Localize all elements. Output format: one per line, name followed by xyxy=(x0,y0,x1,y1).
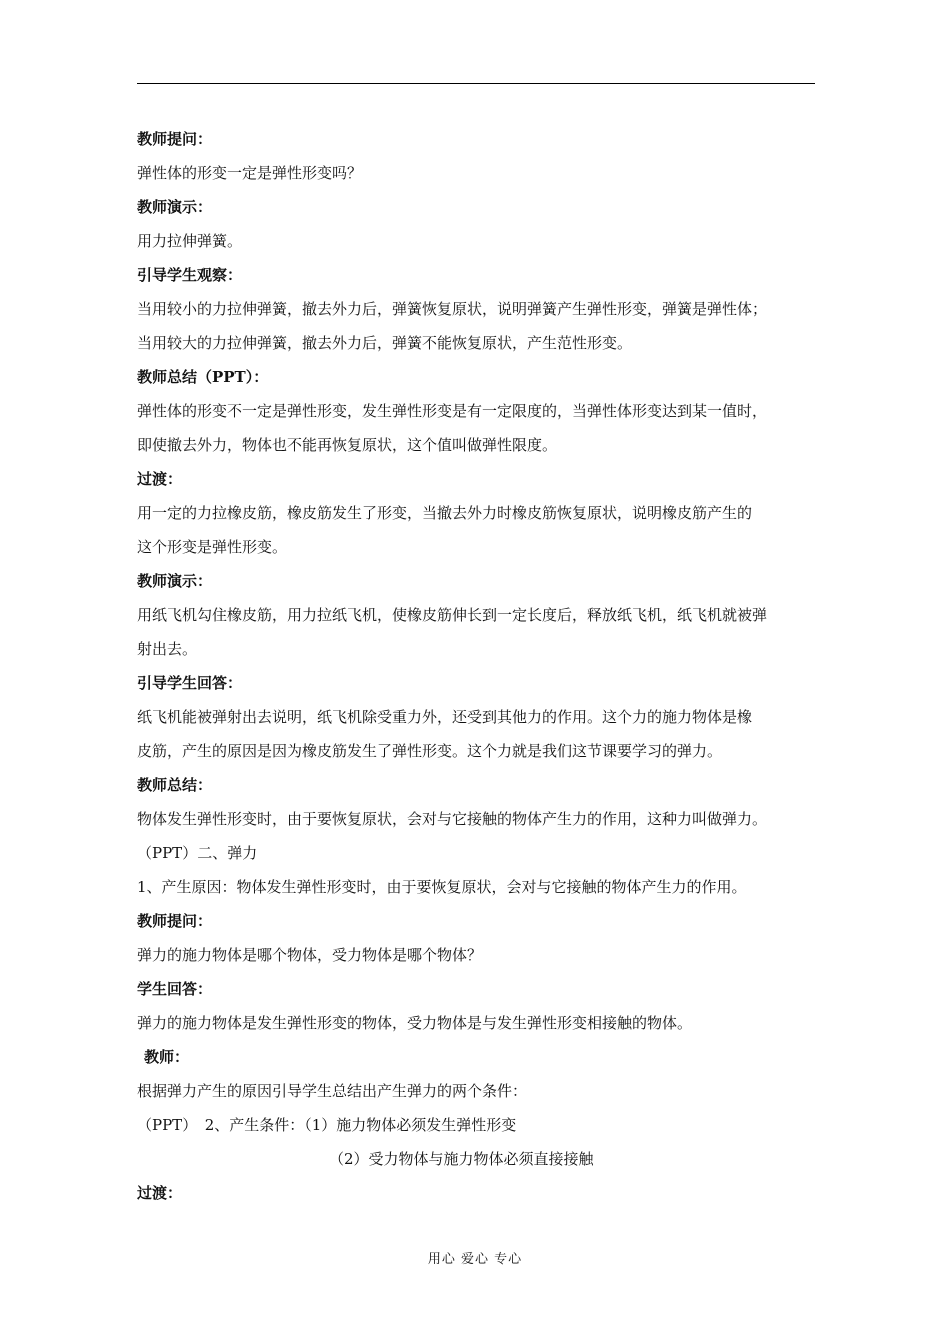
heading-transition: 过渡： xyxy=(137,470,183,488)
paragraph-line: 射出去。 xyxy=(137,640,198,658)
paragraph-line: 这个形变是弹性形变。 xyxy=(137,538,288,556)
paragraph-line: 用一定的力拉橡皮筋，橡皮筋发生了形变，当撤去外力时橡皮筋恢复原状，说明橡皮筋产生的 xyxy=(137,504,753,522)
heading-teacher-summary: 教师总结： xyxy=(137,776,213,794)
paragraph-line: 弹力的施力物体是哪个物体，受力物体是哪个物体？ xyxy=(137,946,483,964)
heading-teacher-question: 教师提问： xyxy=(137,130,213,148)
heading-teacher-summary-ppt: 教师总结（PPT）： xyxy=(137,368,269,386)
paragraph-line: 1、产生原因：物体发生弹性形变时，由于要恢复原状，会对与它接触的物体产生力的作用。 xyxy=(137,878,747,896)
paragraph-line: 当用较小的力拉伸弹簧，撤去外力后，弹簧恢复原状，说明弹簧产生弹性形变，弹簧是弹性体； xyxy=(137,300,768,318)
document-body xyxy=(137,122,827,1210)
heading-teacher-demo: 教师演示： xyxy=(137,572,213,590)
paragraph-line: 皮筋，产生的原因是因为橡皮筋发生了弹性形变。这个力就是我们这节课要学习的弹力。 xyxy=(137,742,723,760)
heading-transition: 过渡： xyxy=(137,1184,183,1202)
paragraph-line: 物体发生弹性形变时，由于要恢复原状，会对与它接触的物体产生力的作用，这种力叫做弹力。 xyxy=(137,810,768,828)
heading-guide-answer: 引导学生回答： xyxy=(137,674,243,692)
condition-line-2: （2）受力物体与施力物体必须直接接触 xyxy=(329,1150,594,1168)
page-footer: 用心 爱心 专心 xyxy=(427,1252,523,1267)
paragraph-line: 弹性体的形变一定是弹性形变吗？ xyxy=(137,164,363,182)
paragraph-line: 当用较大的力拉伸弹簧，撤去外力后，弹簧不能恢复原状，产生范性形变。 xyxy=(137,334,633,352)
paragraph-line: 即使撤去外力，物体也不能再恢复原状，这个值叫做弹性限度。 xyxy=(137,436,558,454)
paragraph-line: 根据弹力产生的原因引导学生总结出产生弹力的两个条件： xyxy=(137,1082,528,1100)
heading-teacher-demo: 教师演示： xyxy=(137,198,213,216)
heading-teacher: 教师： xyxy=(144,1048,190,1066)
paragraph-line: 弹性体的形变不一定是弹性形变，发生弹性形变是有一定限度的，当弹性体形变达到某一值时， xyxy=(137,402,768,420)
paragraph-line: 用纸飞机勾住橡皮筋，用力拉纸飞机，使橡皮筋伸长到一定长度后，释放纸飞机，纸飞机就被弹 xyxy=(137,606,768,624)
heading-teacher-question: 教师提问： xyxy=(137,912,213,930)
paragraph-line: 用力拉伸弹簧。 xyxy=(137,232,243,250)
condition-line-1: （PPT） 2、产生条件：（1）施力物体必须发生弹性形变 xyxy=(137,1116,517,1134)
heading-guide-observe: 引导学生观察： xyxy=(137,266,243,284)
paragraph-line: 纸飞机能被弹射出去说明，纸飞机除受重力外，还受到其他力的作用。这个力的施力物体是橡 xyxy=(137,708,753,726)
section-title-elastic-force: （PPT）二、弹力 xyxy=(137,844,258,862)
paragraph-line: 弹力的施力物体是发生弹性形变的物体，受力物体是与发生弹性形变相接触的物体。 xyxy=(137,1014,693,1032)
header-rule xyxy=(137,83,815,84)
heading-student-answer: 学生回答： xyxy=(137,980,213,998)
